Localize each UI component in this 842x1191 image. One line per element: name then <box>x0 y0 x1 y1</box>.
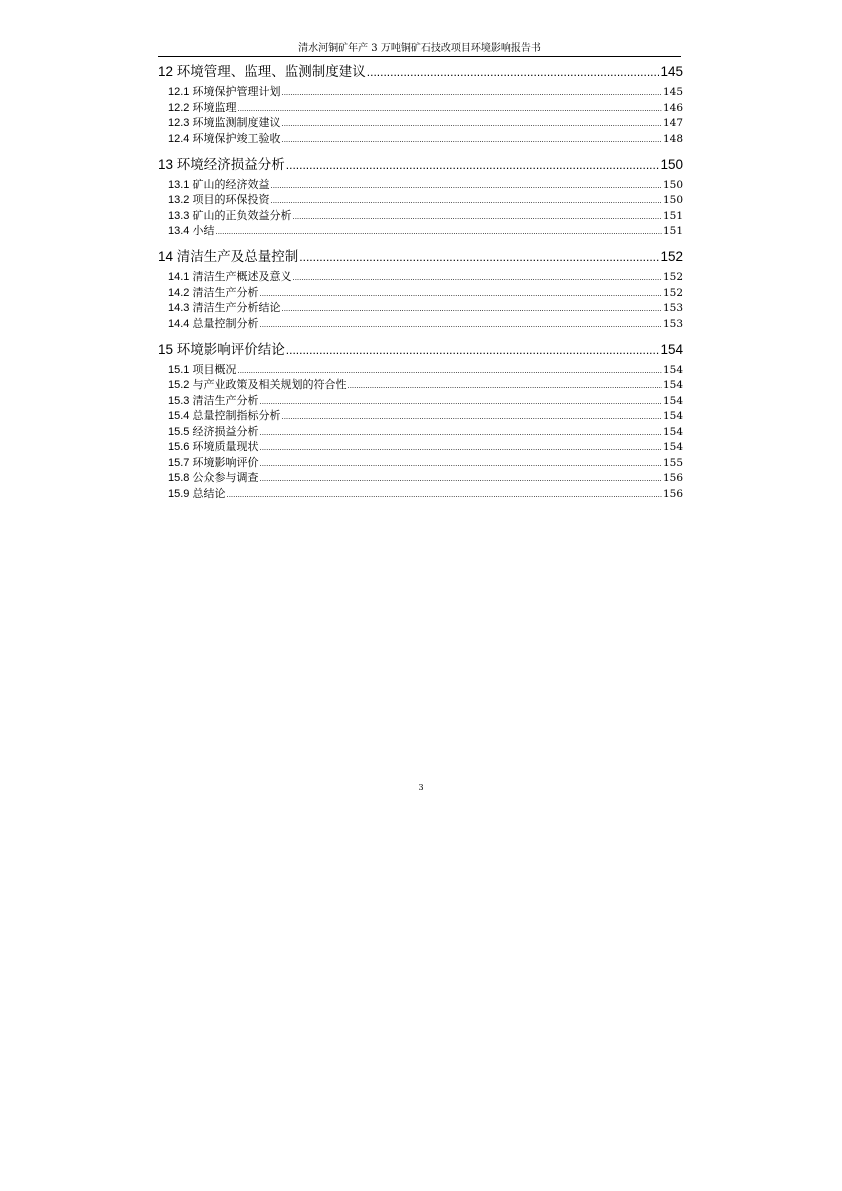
toc-entry-label: 14.3 清洁生产分析结论 <box>168 302 281 314</box>
toc-entry-page: 154 <box>660 341 683 357</box>
toc-entry-page: 150 <box>660 156 683 172</box>
toc-entry-page: 152 <box>662 286 683 299</box>
toc-leader-dots <box>281 85 661 101</box>
toc-entry-page: 152 <box>660 249 683 264</box>
toc-entry-section[interactable] <box>158 487 683 503</box>
toc-entry-page: 151 <box>662 225 683 237</box>
toc-entry-section[interactable] <box>158 209 683 225</box>
toc-entry-label: 15.1 项目概况 <box>168 363 237 376</box>
table-of-contents <box>158 62 683 500</box>
toc-entry-page: 154 <box>662 410 683 422</box>
toc-entry-page: 154 <box>662 425 683 438</box>
toc-entry-label: 14.2 清洁生产分析 <box>168 286 259 299</box>
toc-entry-page: 154 <box>662 441 683 453</box>
toc-entry-page: 154 <box>662 379 683 391</box>
toc-leader-dots <box>270 178 661 194</box>
toc-leader-dots <box>347 378 661 394</box>
toc-entry-chapter[interactable] <box>158 155 683 175</box>
page-number: 3 <box>418 783 424 792</box>
toc-leader-dots <box>286 340 660 360</box>
toc-entry-chapter[interactable] <box>158 62 683 82</box>
toc-entry-label: 13 环境经济损益分析 <box>158 156 285 172</box>
toc-leader-dots <box>292 270 661 286</box>
toc-entry-label: 15.5 经济损益分析 <box>168 425 259 438</box>
toc-entry-section[interactable] <box>158 363 683 379</box>
toc-entry-page: 156 <box>662 487 683 500</box>
toc-entry-chapter[interactable] <box>158 340 683 360</box>
toc-leader-dots <box>226 487 661 503</box>
toc-entry-label: 13.2 项目的环保投资 <box>168 194 270 206</box>
toc-leader-dots <box>259 471 661 487</box>
toc-entry-label: 15.2 与产业政策及相关规划的符合性 <box>168 379 347 391</box>
toc-entry-page: 151 <box>662 209 683 222</box>
toc-entry-page: 152 <box>662 271 683 283</box>
toc-leader-dots <box>237 101 661 117</box>
toc-entry-label: 15.3 清洁生产分析 <box>168 394 259 407</box>
toc-leader-dots <box>270 193 661 209</box>
toc-entry-section[interactable] <box>158 456 683 472</box>
toc-entry-section[interactable] <box>158 378 683 394</box>
toc-entry-page: 145 <box>660 64 683 79</box>
toc-entry-section[interactable] <box>158 85 683 101</box>
toc-entry-page: 153 <box>662 317 683 330</box>
toc-entry-page: 145 <box>662 86 683 98</box>
toc-entry-section[interactable] <box>158 471 683 487</box>
toc-entry-section[interactable] <box>158 301 683 317</box>
toc-leader-dots <box>259 456 661 472</box>
toc-leader-dots <box>367 62 660 82</box>
toc-entry-section[interactable] <box>158 270 683 286</box>
toc-entry-section[interactable] <box>158 409 683 425</box>
toc-entry-label: 15.4 总量控制指标分析 <box>168 410 281 422</box>
toc-entry-section[interactable] <box>158 116 683 132</box>
toc-entry-label: 15.9 总结论 <box>168 487 226 500</box>
toc-entry-label: 12.2 环境监理 <box>168 101 237 114</box>
toc-entry-label: 15.8 公众参与调查 <box>168 472 259 484</box>
toc-entry-page: 148 <box>662 132 683 145</box>
toc-leader-dots <box>259 394 661 410</box>
toc-entry-label: 14.4 总量控制分析 <box>168 317 259 330</box>
toc-entry-label: 13.4 小结 <box>168 225 215 237</box>
toc-chapter-13 <box>158 155 683 248</box>
toc-entry-section[interactable] <box>158 317 683 333</box>
toc-entry-section[interactable] <box>158 394 683 410</box>
toc-chapter-14 <box>158 247 683 340</box>
toc-entry-label: 12 环境管理、监理、监测制度建议 <box>158 64 366 79</box>
toc-entry-page: 147 <box>662 117 683 129</box>
toc-entry-page: 154 <box>662 394 683 407</box>
toc-leader-dots <box>281 301 661 317</box>
toc-entry-label: 12.1 环境保护管理计划 <box>168 86 281 98</box>
toc-leader-dots <box>292 209 661 225</box>
toc-entry-label: 14.1 清洁生产概述及意义 <box>168 271 292 283</box>
toc-entry-label: 12.3 环境监测制度建议 <box>168 117 281 129</box>
toc-leader-dots <box>299 247 659 267</box>
toc-entry-section[interactable] <box>158 224 683 240</box>
toc-entry-label: 13.3 矿山的正负效益分析 <box>168 209 292 222</box>
toc-leader-dots <box>237 363 661 379</box>
toc-entry-section[interactable] <box>158 101 683 117</box>
toc-entry-label: 15.6 环境质量现状 <box>168 441 259 453</box>
toc-leader-dots <box>259 317 661 333</box>
toc-leader-dots <box>281 116 661 132</box>
toc-entry-label: 13.1 矿山的经济效益 <box>168 178 270 191</box>
toc-entry-section[interactable] <box>158 132 683 148</box>
toc-entry-label: 15.7 环境影响评价 <box>168 456 259 469</box>
toc-chapter-15 <box>158 340 683 500</box>
toc-leader-dots <box>215 224 661 240</box>
toc-leader-dots <box>281 132 661 148</box>
toc-leader-dots <box>259 425 661 441</box>
toc-entry-section[interactable] <box>158 286 683 302</box>
toc-leader-dots <box>286 155 660 175</box>
toc-entry-section[interactable] <box>158 440 683 456</box>
toc-leader-dots <box>281 409 661 425</box>
toc-entry-label: 12.4 环境保护竣工验收 <box>168 132 281 145</box>
toc-entry-page: 153 <box>662 302 683 314</box>
toc-chapter-12 <box>158 62 683 155</box>
toc-entry-page: 150 <box>662 194 683 206</box>
toc-entry-page: 155 <box>662 456 683 469</box>
toc-entry-label: 14 清洁生产及总量控制 <box>158 249 299 264</box>
toc-leader-dots <box>259 286 661 302</box>
toc-entry-page: 150 <box>662 178 683 191</box>
toc-entry-page: 146 <box>662 101 683 114</box>
toc-leader-dots <box>259 440 661 456</box>
toc-entry-section[interactable] <box>158 178 683 194</box>
toc-entry-page: 154 <box>662 363 683 376</box>
toc-entry-chapter[interactable] <box>158 247 683 267</box>
toc-entry-label: 15 环境影响评价结论 <box>158 341 285 357</box>
toc-entry-section[interactable] <box>158 425 683 441</box>
page-header: 清水河铜矿年产 3 万吨铜矿石技改项目环境影响报告书 <box>158 43 681 57</box>
toc-entry-page: 156 <box>662 472 683 484</box>
toc-entry-section[interactable] <box>158 193 683 209</box>
